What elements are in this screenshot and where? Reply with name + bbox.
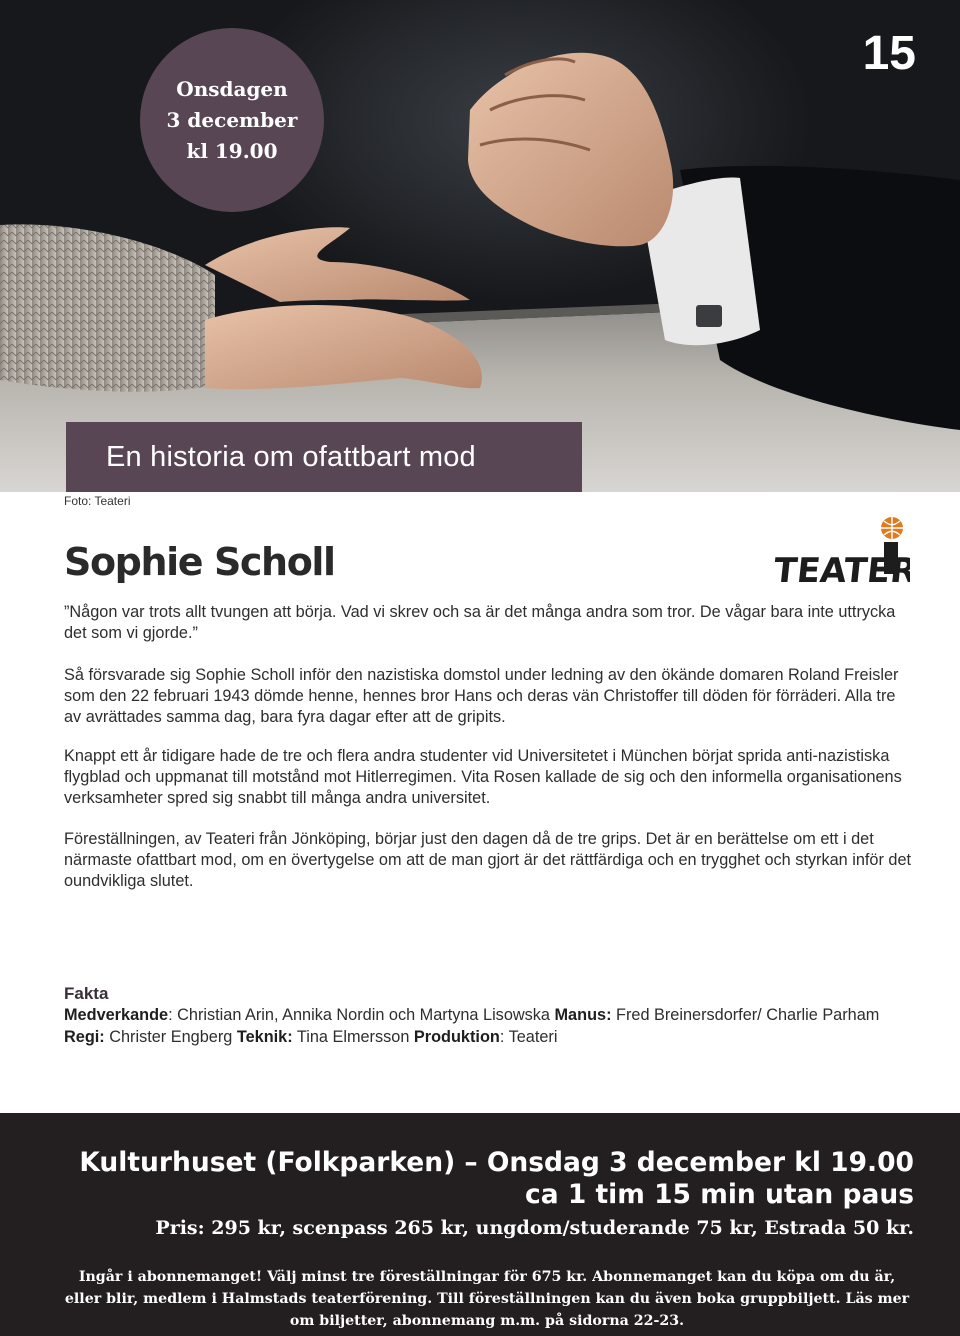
credit-label: Medverkande <box>64 1006 169 1024</box>
tagline-band: En historia om ofattbart mod <box>66 422 582 492</box>
body-paragraph-1: Så försvarade sig Sophie Scholl inför den nazistiska domstol under ledning av den ökände domaren Roland Freisler som den 22 februari 1943 dömde henne, hennes bror Hans och deras vän Christoffer till döden för förräderi. Alla tre av avrättades samma dag, bara fyra dagar efter att de gripits. <box>64 666 899 726</box>
credits-list: Medverkande: Christian Arin, Annika Nordin och Martyna Lisowska Manus: Fred Breinersdorfer/ Charlie Parham Regi: Christer Engberg Teknik: Tina Elmersson Produktion: Teateri <box>64 1006 880 1046</box>
date-badge <box>140 28 324 212</box>
duration: ca 1 tim 15 min utan paus <box>525 1179 914 1210</box>
photo-credit: Foto: Teateri <box>64 494 131 508</box>
page-title: Sophie Scholl <box>64 540 335 584</box>
credit-value: Tina Elmersson <box>296 1028 414 1046</box>
subscription-info: Ingår i abonnemanget! Välj minst tre föreställningar för 675 kr. Abonnemanget kan du köpa om du är, eller blir, medlem i Halmstads teaterförening. Till föreställningen kan du även boka gruppbiljett. Läs mer om biljetter, abonnemang m.m. på sidorna 22-23. <box>64 1269 910 1329</box>
hero-photo <box>0 0 960 492</box>
body-paragraph-2: Knappt ett år tidigare hade de tre och flera andra studenter vid Universitetet i München börjat sprida anti-nazistiska flygblad och uppmanat till motstånd mot Hitlerregimen. Vita Rosen kallade de sig och den informella organisationens verksamheter spred sig snabbt till många andra universitet. <box>64 747 902 807</box>
credit-label: Regi: <box>64 1028 105 1046</box>
clasped-hands <box>468 53 673 247</box>
quote-paragraph: ”Någon var trots allt tvungen att börja. Vad vi skrev och sa är det många andra som tror. De vågar bara inte uttrycka det som vi gjorde.” <box>64 603 896 642</box>
page-number: 15 <box>862 27 916 80</box>
credit-value: Christer Engberg <box>109 1028 237 1046</box>
credit-label: Produktion <box>413 1028 500 1046</box>
date-line-time: kl 19.00 <box>186 138 278 163</box>
fakta-heading: Fakta <box>64 984 109 1003</box>
date-line-day: Onsdagen <box>176 76 288 101</box>
cufflink <box>696 305 722 327</box>
date-line-date: 3 december <box>166 107 298 132</box>
teateri-logo <box>770 512 910 588</box>
venue-datetime: Kulturhuset (Folkparken) – Onsdag 3 december kl 19.00 <box>79 1147 914 1178</box>
credit-value: Christian Arin, Annika Nordin och Martyna Lisowska <box>177 1006 555 1024</box>
sweater-sleeve <box>0 224 215 391</box>
price-info: Pris: 295 kr, scenpass 265 kr, ungdom/studerande 75 kr, Estrada 50 kr. <box>155 1217 914 1239</box>
event-info-footer <box>0 1113 960 1336</box>
logo-wordmark: TEATER <box>771 551 910 588</box>
credit-value: Fred Breinersdorfer/ Charlie Parham <box>616 1006 880 1024</box>
credit-label: Teknik: <box>236 1028 293 1046</box>
body-paragraph-3: Föreställningen, av Teateri från Jönköping, börjar just den dagen då de tre grips. Det är en berättelse om ett i det närmaste ofattbart mod, om en övertygelse om att de man gjort är det rättfärdiga och en trygghet och styrkan inför det oundvikliga slutet. <box>64 830 912 890</box>
credit-value: Teateri <box>508 1028 558 1046</box>
interrogation-hands-illustration <box>0 0 960 492</box>
credit-label: Manus: <box>554 1006 612 1024</box>
